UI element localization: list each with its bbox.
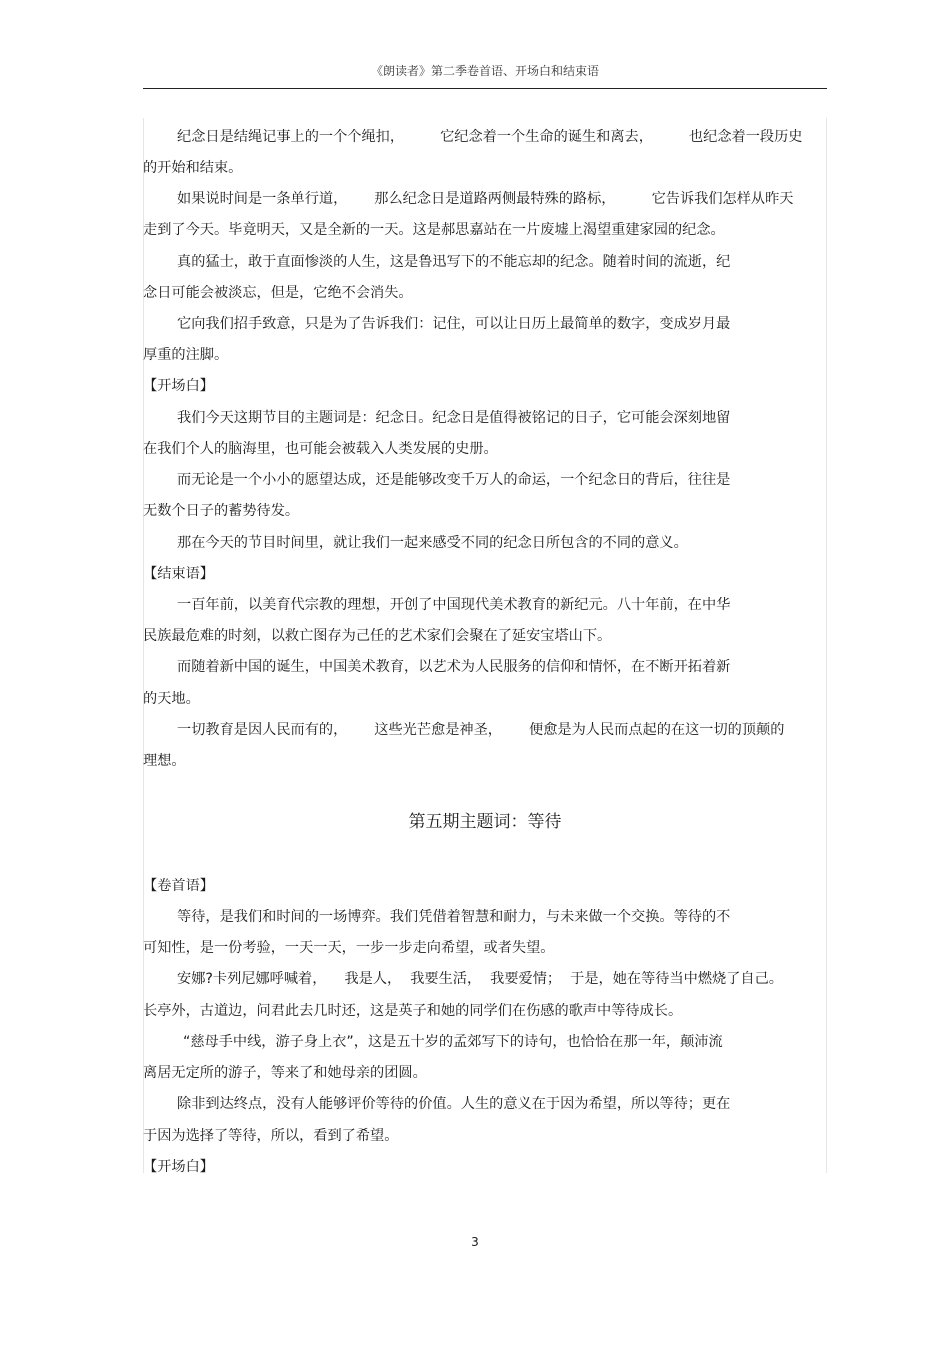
body-line: 无数个日子的蓄势待发。 [143,503,300,519]
body-line: 的开始和结束。 [143,160,243,176]
body-line: 安娜?卡列尼娜呼喊着， 我是人， 我要生活， 我要爱情； 于是，她在等待当中燃烧了自己。 [177,971,783,987]
body-line: 如果说时间是一条单行道， 那么纪念日是道路两侧最特殊的路标， 它告诉我们怎样从昨天 [177,191,794,207]
section-label-closing: 【结束语】 [143,566,214,582]
body-line: “慈母手中线，游子身上衣”，这是五十岁的孟郊写下的诗句，也恰恰在那一年，颠沛流 [183,1034,723,1050]
body-line: 于因为选择了等待，所以，看到了希望。 [143,1128,399,1144]
body-line: 它向我们招手致意，只是为了告诉我们：记住，可以让日历上最简单的数字，变成岁月最 [177,316,731,332]
body-line: 离居无定所的游子，等来了和她母亲的团圆。 [143,1065,427,1081]
body-line: 理想。 [143,753,186,769]
header-rule [143,88,827,89]
body-line: 真的猛士，敢于直面惨淡的人生，这是鲁迅写下的不能忘却的纪念。随着时间的流逝，纪 [177,254,731,270]
section-label-opening: 【开场白】 [143,378,214,394]
body-line: 的天地。 [143,691,200,707]
body-line: 念日可能会被淡忘，但是，它绝不会消失。 [143,285,413,301]
body-line: 一切教育是因人民而有的， 这些光芒愈是神圣， 便愈是为人民而点起的在这一切的顶颠的 [177,722,785,738]
frame-border-right [826,118,827,1173]
section-heading: 第五期主题词：等待 [408,812,562,832]
page-number: 3 [471,1235,479,1249]
body-line: 而无论是一个小小的愿望达成，还是能够改变千万人的命运，一个纪念日的背后，往往是 [177,472,731,488]
body-line: 一百年前，以美育代宗教的理想，开创了中国现代美术教育的新纪元。八十年前，在中华 [177,597,731,613]
body-line: 除非到达终点，没有人能够评价等待的价值。人生的意义在于因为希望，所以等待；更在 [177,1096,731,1112]
body-line: 纪念日是结绳记事上的一个个绳扣， 它纪念着一个生命的诞生和离去， 也纪念着一段历史 [177,129,803,145]
body-line: 在我们个人的脑海里，也可能会被载入人类发展的史册。 [143,441,498,457]
section-label-preface: 【卷首语】 [143,878,214,894]
body-line: 那在今天的节目时间里，就让我们一起来感受不同的纪念日所包含的不同的意义。 [177,535,688,551]
body-line: 而随着新中国的诞生，中国美术教育，以艺术为人民服务的信仰和情怀，在不断开拓着新 [177,659,731,675]
running-header: 《朗读者》第二季卷首语、开场白和结束语 [370,64,599,78]
body-line: 民族最危难的时刻，以救亡图存为己任的艺术家们会聚在了延安宝塔山下。 [143,628,612,644]
body-line: 长亭外，古道边，问君此去几时还，这是英子和她的同学们在伤感的歌声中等待成长。 [143,1003,683,1019]
body-line: 我们今天这期节目的主题词是：纪念日。纪念日是值得被铭记的日子，它可能会深刻地留 [177,410,731,426]
body-line: 厚重的注脚。 [143,347,229,363]
body-line: 等待，是我们和时间的一场博弈。我们凭借着智慧和耐力，与未来做一个交换。等待的不 [177,909,731,925]
section-label-opening-2: 【开场白】 [143,1159,214,1175]
body-line: 可知性，是一份考验，一天一天，一步一步走向希望，或者失望。 [143,940,555,956]
body-line: 走到了今天。毕竟明天，又是全新的一天。这是郝思嘉站在一片废墟上渴望重建家园的纪念。 [143,222,725,238]
